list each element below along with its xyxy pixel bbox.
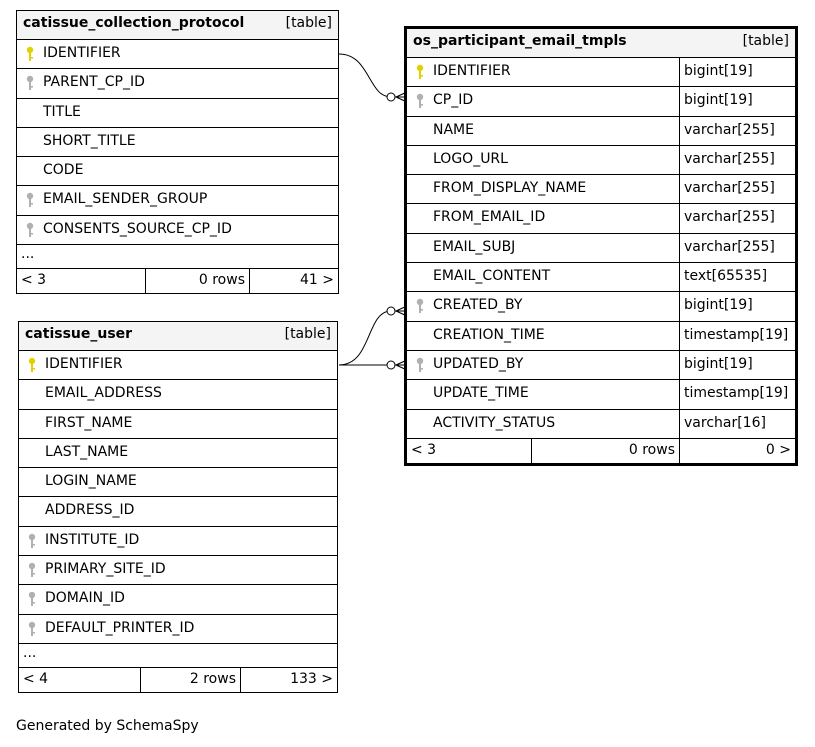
table-name: catissue_collection_protocol: [23, 15, 245, 31]
column-name: CREATION_TIME: [433, 326, 545, 343]
relationship-created-by-optional-marker: [387, 307, 395, 315]
column-name: DEFAULT_PRINTER_ID: [45, 619, 195, 636]
more-columns-indicator[interactable]: ...: [17, 245, 338, 269]
column-name: DOMAIN_ID: [45, 590, 125, 607]
column-name: TITLE: [43, 103, 81, 120]
column-row[interactable]: [407, 146, 795, 175]
children-link[interactable]: 0 >: [679, 439, 795, 463]
column-type: timestamp[19]: [684, 385, 789, 402]
column-row[interactable]: [17, 128, 338, 157]
column-row[interactable]: [19, 410, 337, 439]
table-catissue-collection-protocol[interactable]: [16, 10, 339, 294]
column-name: CREATED_BY: [433, 297, 523, 314]
column-name: UPDATED_BY: [433, 355, 524, 372]
column-name: LOGO_URL: [433, 150, 508, 167]
foreign-key-icon: [25, 192, 35, 208]
foreign-key-icon: [27, 621, 37, 637]
column-name: IDENTIFIER: [433, 63, 511, 79]
foreign-key-icon: [415, 357, 425, 373]
foreign-key-icon: [415, 298, 425, 314]
column-name: FROM_DISPLAY_NAME: [433, 180, 587, 197]
column-row[interactable]: [19, 615, 337, 644]
column-row[interactable]: [407, 234, 795, 263]
row-count: 0 rows: [145, 269, 249, 293]
column-row[interactable]: [19, 351, 337, 380]
column-name: ACTIVITY_STATUS: [433, 414, 556, 431]
column-row[interactable]: [19, 497, 337, 526]
column-type: bigint[19]: [684, 297, 753, 314]
table-footer: [19, 668, 337, 692]
children-link[interactable]: 133 >: [240, 668, 337, 692]
foreign-key-icon: [415, 93, 425, 109]
parents-link[interactable]: < 3: [411, 441, 437, 458]
column-type: varchar[255]: [684, 238, 775, 255]
row-count: 2 rows: [140, 668, 240, 692]
column-type: varchar[16]: [684, 414, 766, 431]
column-name: EMAIL_SENDER_GROUP: [43, 191, 208, 208]
column-type: bigint[19]: [684, 355, 753, 372]
generated-by-caption: Generated by SchemaSpy: [16, 718, 199, 734]
column-name: LOGIN_NAME: [45, 473, 137, 490]
column-row[interactable]: [17, 186, 338, 215]
column-name: FIRST_NAME: [45, 414, 133, 431]
column-row[interactable]: [19, 468, 337, 497]
column-row[interactable]: [407, 292, 795, 321]
foreign-key-icon: [25, 75, 35, 91]
column-divider: [679, 146, 680, 174]
column-row[interactable]: [19, 439, 337, 468]
column-name: SHORT_TITLE: [43, 132, 136, 149]
column-divider: [679, 175, 680, 203]
table-header: [19, 322, 337, 351]
column-row[interactable]: [407, 351, 795, 380]
column-type: varchar[255]: [684, 150, 775, 167]
column-type: bigint[19]: [684, 63, 753, 79]
column-divider: [679, 322, 680, 350]
table-os-participant-email-tmpls[interactable]: [404, 26, 798, 466]
column-type: varchar[255]: [684, 180, 775, 197]
column-divider: [679, 380, 680, 408]
column-type: varchar[255]: [684, 121, 775, 138]
column-divider: [679, 87, 680, 115]
column-divider: [679, 410, 680, 438]
column-divider: [679, 117, 680, 145]
table-type-tag: [table]: [284, 326, 331, 342]
column-name: IDENTIFIER: [45, 356, 123, 372]
column-row[interactable]: [407, 87, 795, 116]
table-name: os_participant_email_tmpls: [413, 33, 627, 49]
column-name: ADDRESS_ID: [45, 502, 135, 519]
column-row[interactable]: [407, 410, 795, 439]
primary-key-icon: [415, 64, 425, 80]
column-row[interactable]: [17, 216, 338, 245]
column-row[interactable]: [407, 263, 795, 292]
column-row[interactable]: [407, 322, 795, 351]
column-row[interactable]: [19, 380, 337, 409]
foreign-key-icon: [25, 222, 35, 238]
column-divider: [679, 234, 680, 262]
column-list: [19, 351, 337, 644]
column-name: NAME: [433, 121, 474, 138]
primary-key-icon: [25, 46, 35, 62]
table-header: [407, 29, 795, 58]
table-header: [17, 11, 338, 40]
column-row[interactable]: [17, 157, 338, 186]
table-footer: [407, 439, 795, 463]
column-name: FROM_EMAIL_ID: [433, 209, 546, 226]
column-name: PARENT_CP_ID: [43, 74, 145, 91]
row-count: 0 rows: [531, 439, 679, 463]
column-row[interactable]: [17, 40, 338, 69]
column-row[interactable]: [17, 99, 338, 128]
primary-key-icon: [27, 357, 37, 373]
foreign-key-icon: [27, 591, 37, 607]
parents-link[interactable]: < 4: [23, 670, 49, 687]
column-row[interactable]: [19, 556, 337, 585]
table-type-tag: [table]: [742, 33, 789, 49]
column-divider: [679, 292, 680, 320]
column-name: CODE: [43, 162, 84, 179]
column-type: varchar[255]: [684, 209, 775, 226]
relationship-user-to-created-by: [339, 311, 391, 365]
foreign-key-icon: [27, 562, 37, 578]
relationship-updated-by-optional-marker: [387, 361, 395, 369]
column-row[interactable]: [407, 58, 795, 87]
column-row[interactable]: [407, 380, 795, 409]
column-divider: [679, 263, 680, 291]
column-list: [17, 40, 338, 245]
column-name: CONSENTS_SOURCE_CP_ID: [43, 220, 232, 237]
column-name: LAST_NAME: [45, 443, 129, 460]
relationship-cp-optional-marker: [387, 93, 395, 101]
parents-link[interactable]: < 3: [21, 272, 47, 289]
table-footer: [17, 269, 338, 293]
column-name: EMAIL_ADDRESS: [45, 385, 162, 402]
column-name: IDENTIFIER: [43, 45, 121, 61]
table-type-tag: [table]: [285, 15, 332, 31]
column-row[interactable]: [407, 117, 795, 146]
column-list: [407, 58, 795, 439]
column-row[interactable]: [19, 585, 337, 614]
column-divider: [679, 204, 680, 232]
column-name: CP_ID: [433, 92, 474, 109]
column-name: EMAIL_CONTENT: [433, 268, 551, 285]
column-row[interactable]: [407, 204, 795, 233]
column-divider: [679, 351, 680, 379]
foreign-key-icon: [27, 533, 37, 549]
relationship-cp-to-cp-id: [339, 54, 391, 97]
column-divider: [679, 58, 680, 86]
more-columns-indicator[interactable]: ...: [19, 644, 337, 668]
column-row[interactable]: [19, 527, 337, 556]
column-name: UPDATE_TIME: [433, 385, 529, 402]
column-type: timestamp[19]: [684, 326, 789, 343]
column-row[interactable]: [407, 175, 795, 204]
column-name: PRIMARY_SITE_ID: [45, 561, 166, 578]
column-name: EMAIL_SUBJ: [433, 238, 516, 255]
column-row[interactable]: [17, 69, 338, 98]
column-name: INSTITUTE_ID: [45, 531, 140, 548]
column-type: text[65535]: [684, 268, 768, 285]
column-type: bigint[19]: [684, 92, 753, 109]
table-name: catissue_user: [25, 326, 133, 342]
table-catissue-user[interactable]: [18, 321, 338, 693]
children-link[interactable]: 41 >: [249, 269, 338, 293]
